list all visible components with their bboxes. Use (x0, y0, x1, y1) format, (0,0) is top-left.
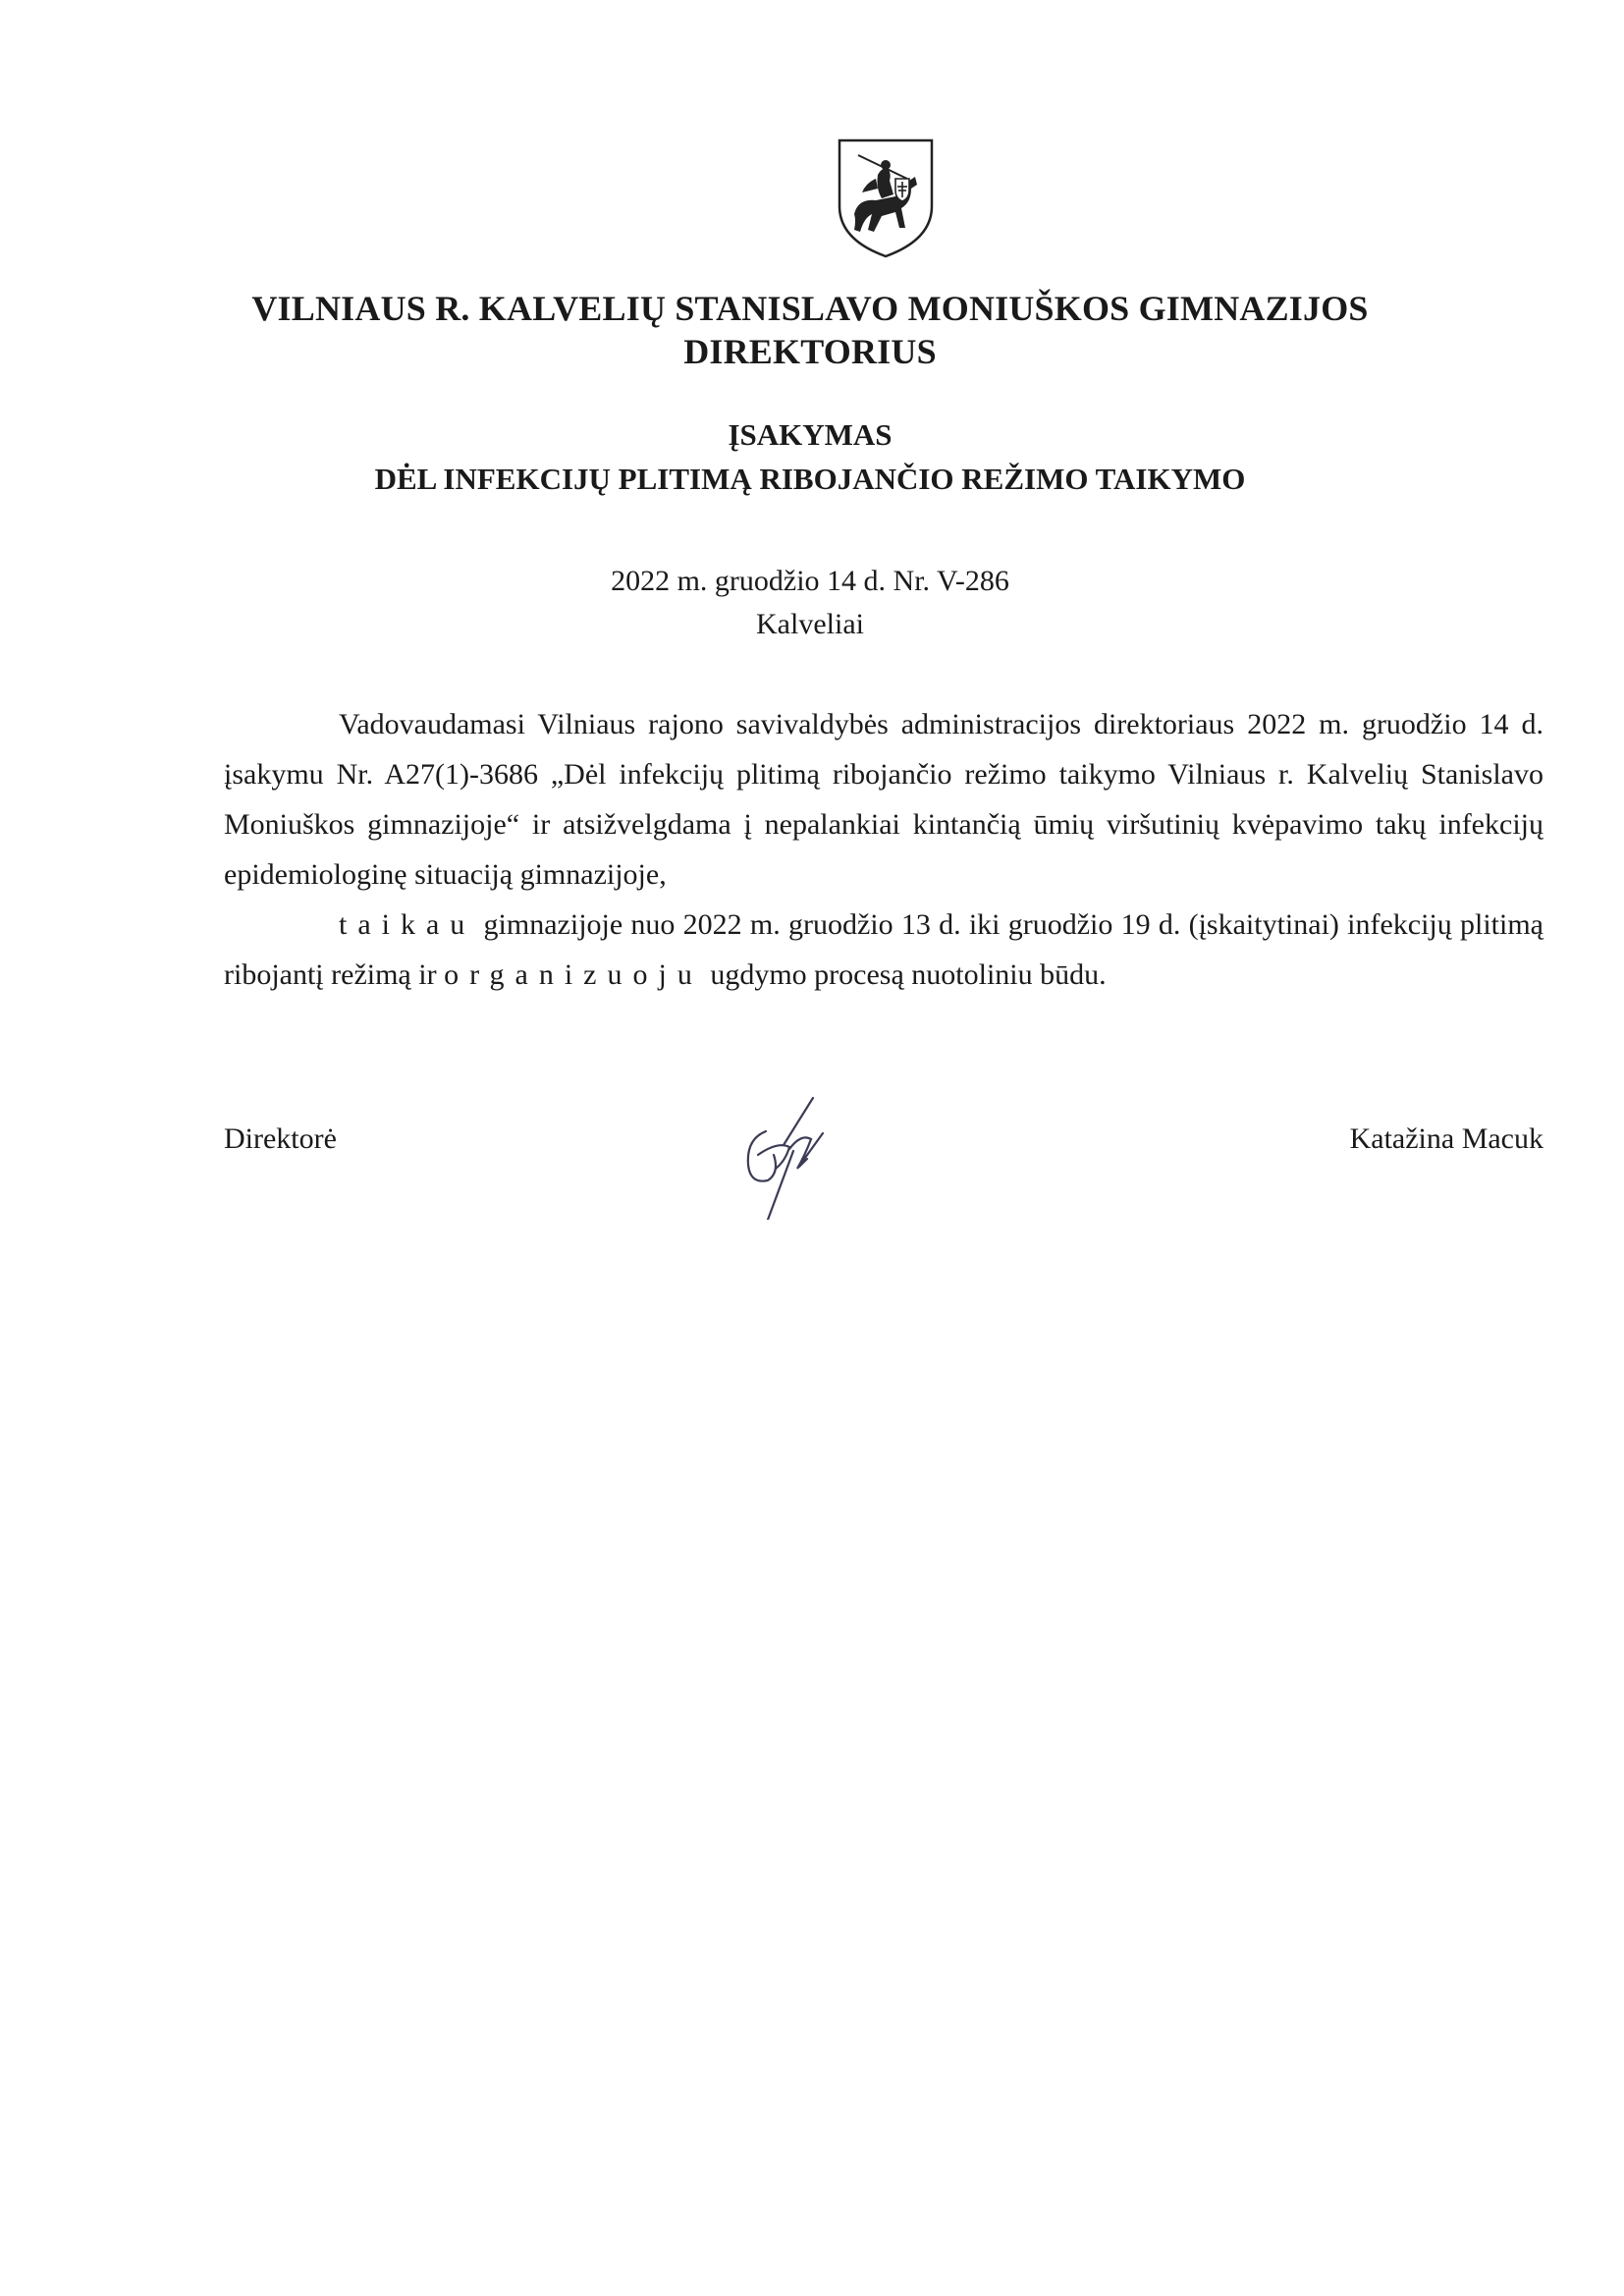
institution-heading (196, 287, 1424, 373)
signatory-name: Katažina Macuk (1349, 1122, 1543, 1155)
paragraph-order (224, 900, 1543, 1000)
institution-name: VILNIAUS R. KALVELIŲ STANISLAVO MONIUŠKOS GIMNAZIJOS (251, 289, 1369, 328)
institution-role: DIREKTORIUS (683, 332, 937, 371)
order-text-part1: gimnazijoje nuo 2022 m. gruodžio 13 d. iki gruodžio 19 d. (įskaitytinai) infekcijų plitimą ribojantį režimą ir (224, 908, 1543, 991)
verb-apply: taikau (339, 908, 476, 941)
place: Kalveliai (756, 608, 864, 640)
document-meta (196, 560, 1424, 646)
document-body (224, 699, 1543, 1000)
document-title: DĖL INFEKCIJŲ PLITIMĄ RIBOJANČIO REŽIMO TAIKYMO (374, 462, 1246, 496)
coat-of-arms-icon (837, 137, 935, 259)
verb-organize: organizuoju (444, 958, 703, 991)
order-text-part2: ugdymo procesą nuotoliniu būdu. (702, 958, 1107, 991)
signatory-title: Direktorė (224, 1122, 337, 1155)
paragraph-basis: Vadovaudamasi Vilniaus rajono savivaldybės administracijos direktoriaus 2022 m. gruodžio 14 d. įsakymu Nr. A27(1)-3686 „Dėl infekcijų plitimą ribojančio režimo taikymo Vilniaus r. Kalvelių Stanislavo Moniuškos gimnazijoje“ ir atsižvelgdama į nepalankiai kintančią ūmių viršutinių kvėpavimo takų infekcijų epidemiologinę situaciją gimnazijoje, (224, 708, 1543, 891)
document-type: ĮSAKYMAS (728, 417, 893, 452)
signature-icon (729, 1090, 846, 1220)
order-heading (196, 412, 1424, 501)
date-and-number: 2022 m. gruodžio 14 d. Nr. V-286 (611, 565, 1009, 597)
